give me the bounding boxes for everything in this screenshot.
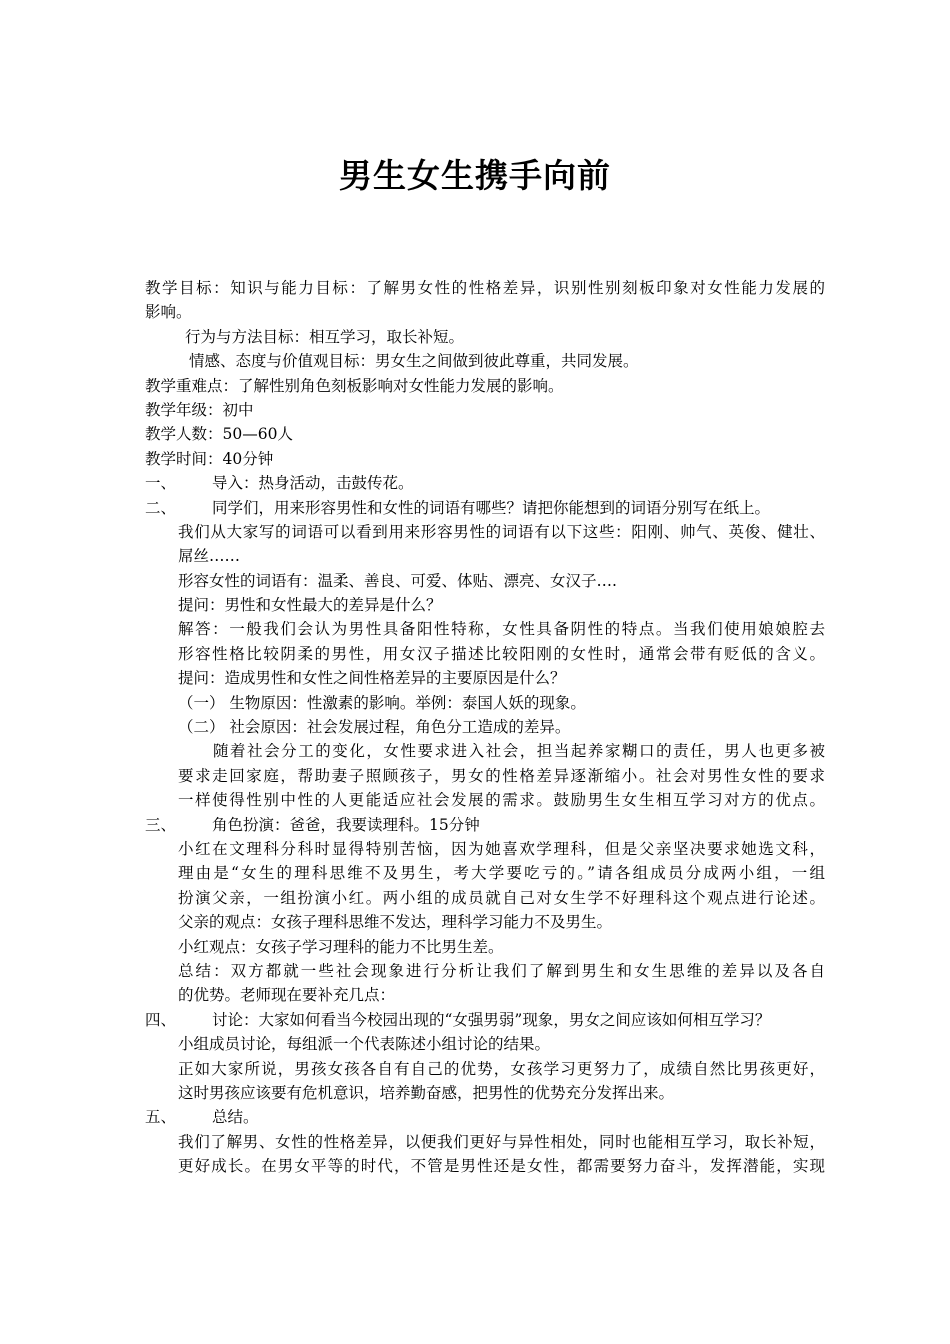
line-text: 小组成员讨论，每组派一个代表陈述小组讨论的结果。 [178, 1035, 551, 1054]
line-text: 角色扮演：爸爸，我要读理科。15分钟 [212, 815, 480, 834]
section-number: 二、 [145, 498, 177, 517]
line-text: 屌丝…… [178, 547, 241, 566]
text-line [145, 544, 825, 568]
line-text: （二） 社会原因：社会发展过程，角色分工造成的差异。 [178, 718, 571, 737]
text-line [145, 959, 825, 983]
line-text: 小红观点：女孩子学习理科的能力不比男生差。 [178, 937, 504, 956]
line-text: （一） 生物原因：性激素的影响。举例：泰国人妖的现象。 [178, 693, 586, 712]
line-text: 这时男孩应该要有危机意识，培养勤奋感，把男性的优势充分发挥出来。 [178, 1083, 675, 1102]
text-line [145, 1032, 825, 1056]
line-text: 正如大家所说，男孩女孩各自有自己的优势，女孩学习更努力了，成绩自然比男孩更好， [178, 1059, 825, 1078]
text-line [145, 617, 825, 641]
line-text: 我们从大家写的词语可以看到用来形容男性的词语有以下这些：阳刚、帅气、英俊、健壮、 [178, 522, 825, 541]
section-number: 四、 [145, 1010, 177, 1029]
line-text: 小红在文理科分科时显得特别苦恼，因为她喜欢学理科，但是父亲坚决要求她选文科， [178, 839, 825, 858]
line-text: 教学目标：知识与能力目标：了解男女性的性格差异，识别性别刻板印象对女性能力发展的 [145, 279, 825, 297]
section-number: 三、 [145, 815, 177, 834]
text-line [145, 276, 825, 300]
line-text: 的优势。老师现在要补充几点： [178, 986, 396, 1005]
text-line [145, 764, 825, 788]
text-line [145, 715, 825, 739]
text-line [145, 1130, 825, 1154]
line-text: 总结。 [212, 1108, 259, 1127]
line-text: 同学们，用来形容男性和女性的词语有哪些？请把你能想到的词语分别写在纸上。 [212, 498, 771, 517]
text-line [145, 593, 825, 617]
line-text: 要求走回家庭，帮助妻子照顾孩子，男女的性格差异逐渐缩小。社会对男性女性的要求 [178, 766, 825, 785]
line-text: 教学年级：初中 [145, 400, 254, 419]
line-text: 情感、态度与价值观目标：男女生之间做到彼此尊重，共同发展。 [189, 352, 639, 371]
text-line [145, 666, 825, 690]
line-text: 我们了解男、女性的性格差异，以便我们更好与异性相处，同时也能相互学习，取长补短， [178, 1132, 825, 1151]
line-text: 影响。 [145, 303, 192, 322]
text-line [145, 398, 825, 422]
text-line [145, 935, 825, 959]
line-text: 形容性格比较阴柔的男性，用女汉子描述比较阳刚的女性时，通常会带有贬低的含义。 [178, 644, 825, 663]
section-number: 五、 [145, 1108, 177, 1127]
section-number: 一、 [145, 474, 177, 493]
line-text: 随着社会分工的变化，女性要求进入社会，担当起养家糊口的责任，男人也更多被 [213, 742, 825, 761]
line-text: 行为与方法目标：相互学习，取长补短。 [185, 327, 465, 346]
line-text: 教学时间：40分钟 [145, 449, 274, 468]
text-line [145, 788, 825, 812]
line-text: 教学重难点：了解性别角色刻板影响对女性能力发展的影响。 [145, 376, 564, 395]
section-heading-line [145, 813, 825, 837]
line-text: 解答：一般我们会认为男性具备阳性特称，女性具备阴性的特点。当我们使用娘娘腔去 [178, 620, 825, 639]
text-line [145, 422, 825, 446]
text-line [145, 325, 825, 349]
text-line [145, 861, 825, 885]
line-text: 一样使得性别中性的人更能适应社会发展的需求。鼓励男生女生相互学习对方的优点。 [178, 791, 825, 810]
section-heading-line [145, 496, 825, 520]
text-line [145, 910, 825, 934]
line-text: 教学人数：50—60人 [145, 425, 293, 444]
text-line [145, 374, 825, 398]
text-line [145, 1154, 825, 1178]
line-text: 扮演父亲，一组扮演小红。两小组的成员就自己对女生学不好理科这个观点进行论述。 [178, 888, 825, 907]
text-line [145, 837, 825, 861]
text-line [145, 1081, 825, 1105]
line-text: 讨论：大家如何看当今校园出现的“女强男弱”现象，男女之间应该如何相互学习？ [212, 1010, 771, 1029]
text-line [145, 300, 825, 324]
text-line [145, 886, 825, 910]
line-text: 理由是“女生的理科思维不及男生，考大学要吃亏的。”请各组成员分成两小组，一组 [178, 864, 825, 883]
document-title: 男生女生携手向前 [339, 156, 611, 195]
text-line [145, 739, 825, 763]
line-text: 导入：热身活动，击鼓传花。 [212, 474, 414, 493]
text-line [145, 447, 825, 471]
text-line [145, 691, 825, 715]
line-text: 形容女性的词语有：温柔、善良、可爱、体贴、漂亮、女汉子…. [178, 571, 617, 590]
text-line [145, 983, 825, 1007]
section-heading-line [145, 1105, 825, 1129]
text-line [145, 1057, 825, 1081]
line-text: 更好成长。在男女平等的时代，不管是男性还是女性，都需要努力奋斗，发挥潜能，实现 [178, 1157, 825, 1176]
text-line [145, 569, 825, 593]
document-body [145, 276, 825, 1178]
line-text: 父亲的观点：女孩子理科思维不发达，理科学习能力不及男生。 [178, 913, 613, 932]
section-heading-line [145, 471, 825, 495]
text-line [145, 642, 825, 666]
text-line [145, 520, 825, 544]
line-text: 总结：双方都就一些社会现象进行分析让我们了解到男生和女生思维的差异以及各自 [178, 961, 825, 980]
text-line [145, 349, 825, 373]
line-text: 提问：男性和女性最大的差异是什么？ [178, 596, 442, 615]
line-text: 提问：造成男性和女性之间性格差异的主要原因是什么？ [178, 669, 566, 688]
section-heading-line [145, 1008, 825, 1032]
